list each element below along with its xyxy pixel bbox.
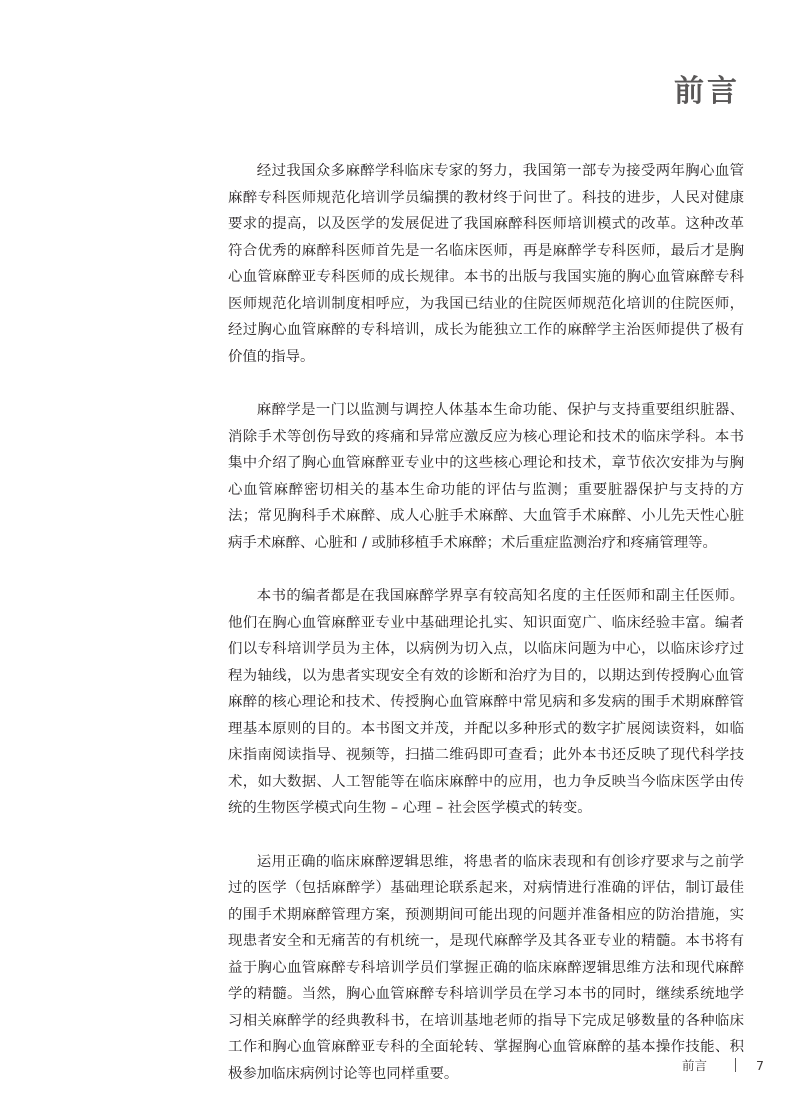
page-number: 7 xyxy=(756,1057,764,1073)
paragraph-1: 经过我国众多麻醉学科临床专家的努力，我国第一部专为接受两年胸心血管麻醉专科医师规范化培训学员编撰的教材终于问世了。科技的进步，人民对健康要求的提高，以及医学的发展促进了我国麻醉科医师培训模式的改革。这种改革符合优秀的麻醉科医师首先是一名临床医师，再是麻醉学专科医师，最后才是胸心血管麻醉亚专科医师的成长规律。本书的出版与我国实施的胸心血管麻醉专科医师规范化培训制度相呼应，为我国已结业的住院医师规范化培训的住院医师，经过胸心血管麻醉的专科培训，成长为能独立工作的麻醉学主治医师提供了极有价值的指导。 xyxy=(228,163,744,365)
page-footer xyxy=(682,1056,764,1074)
footer-section-label: 前言 xyxy=(682,1058,708,1073)
paragraph-gap xyxy=(228,822,744,849)
paragraph-4: 运用正确的临床麻醉逻辑思维，将患者的临床表现和有创诊疗要求与之前学过的医学（包括麻醉学）基础理论联系起来，对病情进行准确的评估，制订最佳的围手术期麻醉管理方案，预测期间可能出现的问题并准备相应的防治措施，实现患者安全和无痛苦的有机统一，是现代麻醉学及其各亚专业的精髓。本书将有益于胸心血管麻醉专科培训学员们掌握正确的临床麻醉逻辑思维方法和现代麻醉学的精髓。当然，胸心血管麻醉专科培训学员在学习本书的同时，继续系统地学习相关麻醉学的经典教科书，在培训基地老师的指导下完成足够数量的各种临床工作和胸心血管麻醉亚专科的全面轮转、掌握胸心血管麻醉的基本操作技能、积极参加临床病例讨论等也同样重要。 xyxy=(228,853,744,1082)
paragraph-2: 麻醉学是一门以监测与调控人体基本生命功能、保护与支持重要组织脏器、消除手术等创伤导致的疼痛和异常应激反应为核心理论和技术的临床学科。本书集中介绍了胸心血管麻醉亚专业中的这些核心理论和技术，章节依次安排为与胸心血管麻醉密切相关的基本生命功能的评估与监测；重要脏器保护与支持的方法；常见胸科手术麻醉、成人心脏手术麻醉、大血管手术麻醉、小儿先天性心脏病手术麻醉、心脏和 / 或肺移植手术麻醉；术后重症监测治疗和疼痛管理等。 xyxy=(228,402,744,551)
preface-body xyxy=(228,158,744,1087)
paragraph-gap xyxy=(228,370,744,397)
paragraph-3: 本书的编者都是在我国麻醉学界享有较高知名度的主任医师和副主任医师。他们在胸心血管麻醉亚专业中基础理论扎实、知识面宽广、临床经验丰富。编者们以专科培训学员为主体，以病例为切入点，以临床问题为中心，以临床诊疗过程为轴线，以为患者实现安全有效的诊断和治疗为目的，以期达到传授胸心血管麻醉的核心理论和技术、传授胸心血管麻醉中常见病和多发病的围手术期麻醉管理基本原则的目的。本书图文并茂，并配以多种形式的数字扩展阅读资料，如临床指南阅读指导、视频等，扫描二维码即可查看；此外本书还反映了现代科学技术，如大数据、人工智能等在临床麻醉中的应用，也力争反映当今临床医学由传统的生物医学模式向生物 – 心理 – 社会医学模式的转变。 xyxy=(228,588,744,816)
paragraph-gap xyxy=(228,556,744,583)
page-title: 前言 xyxy=(674,74,740,109)
footer-divider xyxy=(735,1058,736,1072)
